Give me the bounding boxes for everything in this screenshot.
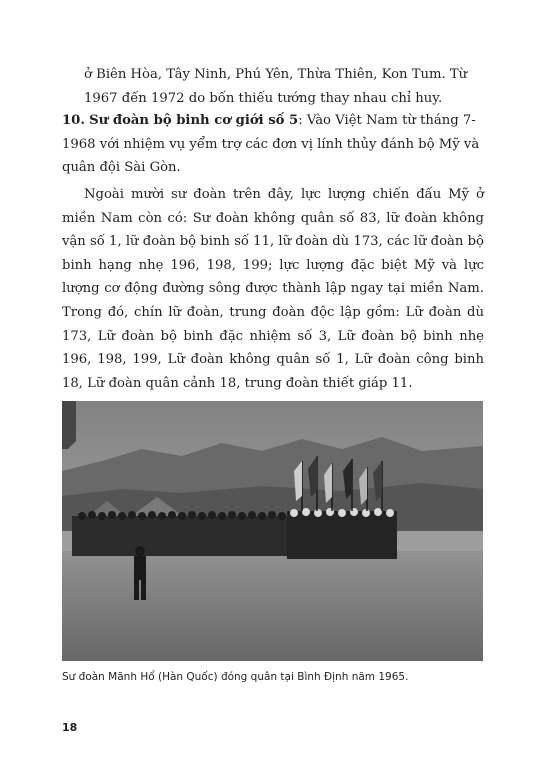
list-number: 10.	[62, 113, 85, 128]
body-paragraph: Ngoài mười sư đoàn trên đây, lực lượng chiến đấu Mỹ ở miền Nam còn có: Sư đoàn không quân số 83, lữ đoàn không vận số 1, lữ đoàn bộ binh số 11, lữ đoàn dù 173, các lữ đoàn bộ binh hạng nhẹ 196, 198, 199; lực lượng đặc biệt Mỹ và lực lượng cơ động đường sông được thành lập ngay tại miền Nam. Trong đó, chín lữ đoàn, trung đoàn độc lập gồm: Lữ đoàn dù 173, Lữ đoàn bộ binh đặc nhiệm số 3, Lữ đoàn bộ binh nhẹ 196, 198, 199, Lữ đoàn không quân số 1, Lữ đoàn công binh 18, Lữ đoàn quân cảnh 18, trung đoàn thiết giáp 11.	[62, 187, 484, 391]
list-item-title: Sư đoàn bộ binh cơ giới số 5	[89, 113, 299, 128]
photo-caption: Sư đoàn Mãnh Hổ (Hàn Quốc) đóng quân tại Bình Định năm 1965.	[62, 671, 409, 683]
list-item-10	[62, 109, 484, 180]
troop-parade-photo	[62, 401, 483, 661]
historical-photo	[62, 401, 483, 661]
continued-text: ở Biên Hòa, Tây Ninh, Phú Yên, Thừa Thiên, Kon Tum. Từ 1967 đến 1972 do bốn thiếu tướng thay nhau chỉ huy.	[84, 67, 468, 106]
page-number: 18	[62, 721, 78, 734]
list-item-text: : Vào Việt Nam từ tháng 7-1968 với nhiệm vụ yểm trợ các đơn vị lính thủy đánh bộ Mỹ và quân đội Sài Gòn.	[62, 113, 480, 176]
